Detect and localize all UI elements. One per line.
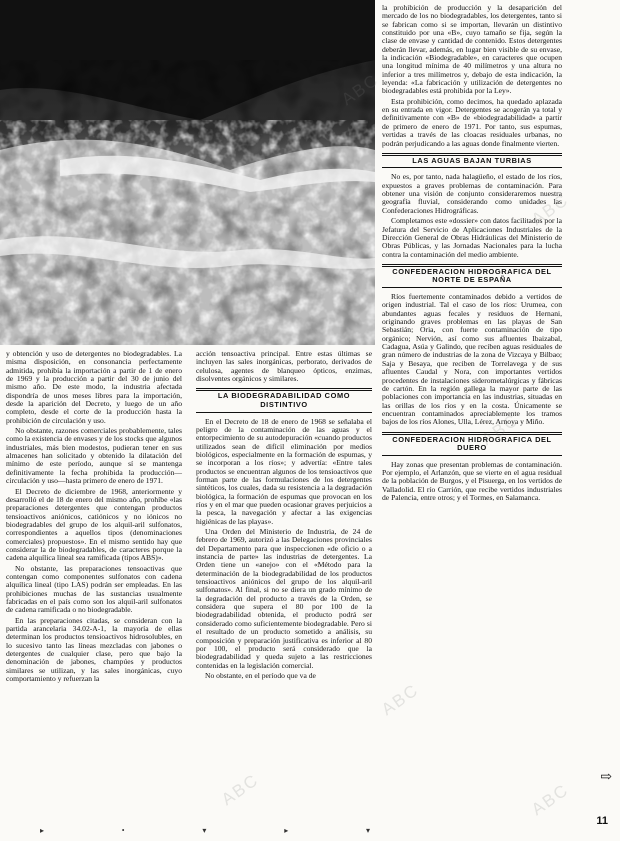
section-heading: LAS AGUAS BAJAN TURBIAS — [382, 153, 562, 169]
watermark: ABC — [217, 770, 263, 810]
paragraph: y obtención y uso de detergentes no biodegradables. La misma disposición, en consonancia perfectamente admitida, prohibía la importación a partir de 1 de enero de 1969 y la producción a partir del 30 de junio del mismo año. De este modo, la industria afectada dispondría de unos meses libres para la importación, desde la aparición del Decreto, y luego de un año completo, desde el corte de la producción hasta la prohibición de circulación y uso. — [6, 349, 182, 425]
arrow-right-icon: ⇨ — [600, 770, 612, 785]
paragraph: No es, por tanto, nada halagüeño, el estado de los ríos, expuestos a graves problemas de contaminación. Para obtener una visión de conjunto consideraremos nuestra geografía fluvial, considerando como unidades las Confederaciones Hidrográficas. — [382, 172, 562, 215]
paragraph: Una Orden del Ministerio de Industria, de 24 de febrero de 1969, autorizó a las Delegaciones provinciales del Departamento para que inspeccionen «de oficio o a instancia de parte» las industrias de detergentes. La Orden tiene un «anejo» con el «Método para la determinación de la biodegradabilidad de los productos tensioactivos aniónicos del grupo de los alquil-aril sulfonatos». Al final, si no se diera un grado mínimo de la degradación del producto a través de la Orden, se considera que supera el 80 por 100 de la biodegradabilidad obtenida, el producto podrá ser considerado como suficientemente biodegradable. Pero si el resultado de un producto sometido a análisis, su composición y preparación justificativa es inferior al 80 por 100, el producto será considerado que la biodegradabilidad y queda sujeto a las restricciones contenidas en la legislación comercial. — [196, 527, 372, 670]
paragraph: No obstante, las preparaciones tensoactivas que contengan como componentes sulfonatos con cadena alquílica lineal (tipo LAS) podrán ser empleadas. En las prohibiciones muchas de las sustancias usualmente fabricadas en el país como son los alquil-aril sulfonatos de cadena ramificada o no biodegradable. — [6, 563, 182, 615]
paragraph: En las preparaciones citadas, se consideran con la partida arancelaria 34.02-A-1, la mayoría de ellas determinan los productos tensioactivos hidrosolubles, en lo sucesivo tanto las líneas mezcladas con jabones o detergentes de cualquier clase, pero que bajo la denominación de jabones, champúes y productos similares se utilizan, y las sales inorgánicas, cuyo comportamiento y refuerzan la — [6, 615, 182, 684]
paragraph: El Decreto de diciembre de 1968, anteriormente y desarrolló el de 18 de enero del mismo año, prohíbe «las preparaciones detergentes que contengan productos tensioactivos aniónicos, catiónicos y no iónicos no biodegradables del grupo de los alquil-aril sulfonatos, correspondientes a aquellos tipos (denominaciones comerciales) propuestos». En el mismo sentido hay que considerar la de biodegradables, de caracteres porque la cadena alquílica lineal sea ramificada (tipos ABS)». — [6, 486, 182, 563]
paragraph: Ríos fuertemente contaminados debido a vertidos de origen industrial. Tal el caso de los ríos: Urumea, con abundantes aguas fecales y residuos de Hernani, originando graves problemas en las playas de San Sebastián; Oria, con fuerte contaminación de tipo orgánico; Nervión, así como sus afluentes Ibaizabal, Cadagua, Asúa y Galindo, que reciben aguas residuales de gran número de industrias de la zona de Vizcaya y Bilbao; Saja y Besaya, que reciben de Torrelavega y de sus afluentes Caudal y Nora, con importantes vertidos procedentes de instalaciones siderometalúrgicas y fábricas de cartón. En la región gallega la mayor parte de las poblaciones con importancia en las industrias, situadas en las orillas de los ríos y en la costa. Únicamente se encuentran contaminados apreciablemente los tramos bajos de los ríos Alones, Ulla, Lérez, Arnoya y Miño. — [382, 292, 562, 427]
footer-mark: ▸ — [40, 826, 45, 835]
photo-icon — [0, 0, 375, 345]
river-photo — [0, 0, 375, 345]
paragraph: acción tensoactiva principal. Entre estas últimas se incluyen las sales inorgánicas, perborato, derivados de celulosa, agentes de blanqueo ópticos, enzimas, disolventes orgánicos y similares. — [196, 349, 372, 384]
paragraph: Esta prohibición, como decimos, ha quedado aplazada en su entrada en vigor. Detergentes se acogerán ya total y definitivamente con «B» de «biodegradabilidad» a partir de primero de enero de 1971. Por tanto, sus espumas, vertidas a través de las cloacas residuales urbanas, no podrán perjudicando a las aguas donde finalmente vierten. — [382, 96, 562, 148]
paragraph: la prohibición de producción y la desaparición del mercado de los no biodegradables, los detergentes, tanto si se fabrican como si se importan, llevarán un distintivo constituido por una «B», cuyo tamaño se fija, según la clase de envase y cantidad de contenido. Estos detergentes deberán llevar, además, en lugar bien visible de su envase, la indicación «Biodegradable», en caracteres que ocupen una longitud mínima de 40 milímetros y una altura no inferior a tres milímetros y, debajo de esta indicación, la leyenda: «La fabricación y utilización de detergentes no biodegradables está prohibida por la Ley». — [382, 3, 562, 96]
page-number: 11 — [596, 815, 608, 827]
column-right — [382, 4, 562, 504]
section-heading: CONFEDERACION HIDROGRAFICA DEL NORTE DE ESPAÑA — [382, 264, 562, 288]
paragraph: No obstante, razones comerciales probablemente, tales como la existencia de envases y de los stocks que algunos industriales, más bien modestos, pudieran tener en sus almacenes han solicitado y obtenido la dilatación del mínimo de este período, aunque sí se mantenga definitivamente la fecha prohibida la producción—circulación y uso—hasta primero de enero de 1971. — [6, 426, 182, 486]
watermark: ABC — [527, 780, 573, 820]
footer-mark: ▾ — [202, 826, 207, 835]
paragraph: Completamos este «dossier» con datos facilitados por la Jefatura del Servicio de Aplicaciones Industriales de la Dirección General de Obras Hidráulicas del Ministerio de Obras Públicas, y las Jornadas Nacionales para la lucha contra la contaminación del medio ambiente. — [382, 216, 562, 259]
footer-mark: ▾ — [365, 826, 370, 835]
watermark: ABC — [477, 410, 523, 450]
footer-mark: • — [121, 826, 125, 835]
footer-marks — [40, 826, 370, 835]
paragraph: No obstante, en el período que va de — [205, 670, 316, 680]
column-middle — [196, 350, 372, 682]
column-left — [6, 350, 182, 685]
paragraph: En el Decreto de 18 de enero de 1968 se señalaba el peligro de la contaminación de las aguas y el entorpecimiento de su autodepuración «cuando productos utilizados sean de difícil eliminación por medios biológicos, especialmente en la formación de espumas, y se incorporan a los ríos»; y advertía: «Entre tales productos se encuentran algunos de los tensioactivos que forman parte de las formulaciones de los detergentes sintéticos, los cuales, dada su resistencia a la degradación biológica, la formación de espumas que provocan en los ríos y en el mar que pueden ocasionar graves perjuicios a la pesca, la navegación y afectar a las exigencias higiénicas de las playas». — [196, 416, 372, 526]
watermark: ABC — [377, 680, 423, 720]
footer-mark: ▸ — [284, 826, 289, 835]
section-heading: CONFEDERACION HIDROGRAFICA DEL DUERO — [382, 432, 562, 456]
paragraph: Hay zonas que presentan problemas de contaminación. Por ejemplo, el Arlanzón, que se vierte en el agua residual de la población de Burgos, y el Pisuerga, en los vertidos de Valladolid. El río Carrión, que recibe vertidos industriales de Palencia, entre otros; y el Tormes, en Salamanca. — [382, 459, 562, 503]
section-heading: LA BIODEGRADABILIDAD COMO DISTINTIVO — [196, 388, 372, 412]
watermark: ABC — [527, 190, 573, 230]
